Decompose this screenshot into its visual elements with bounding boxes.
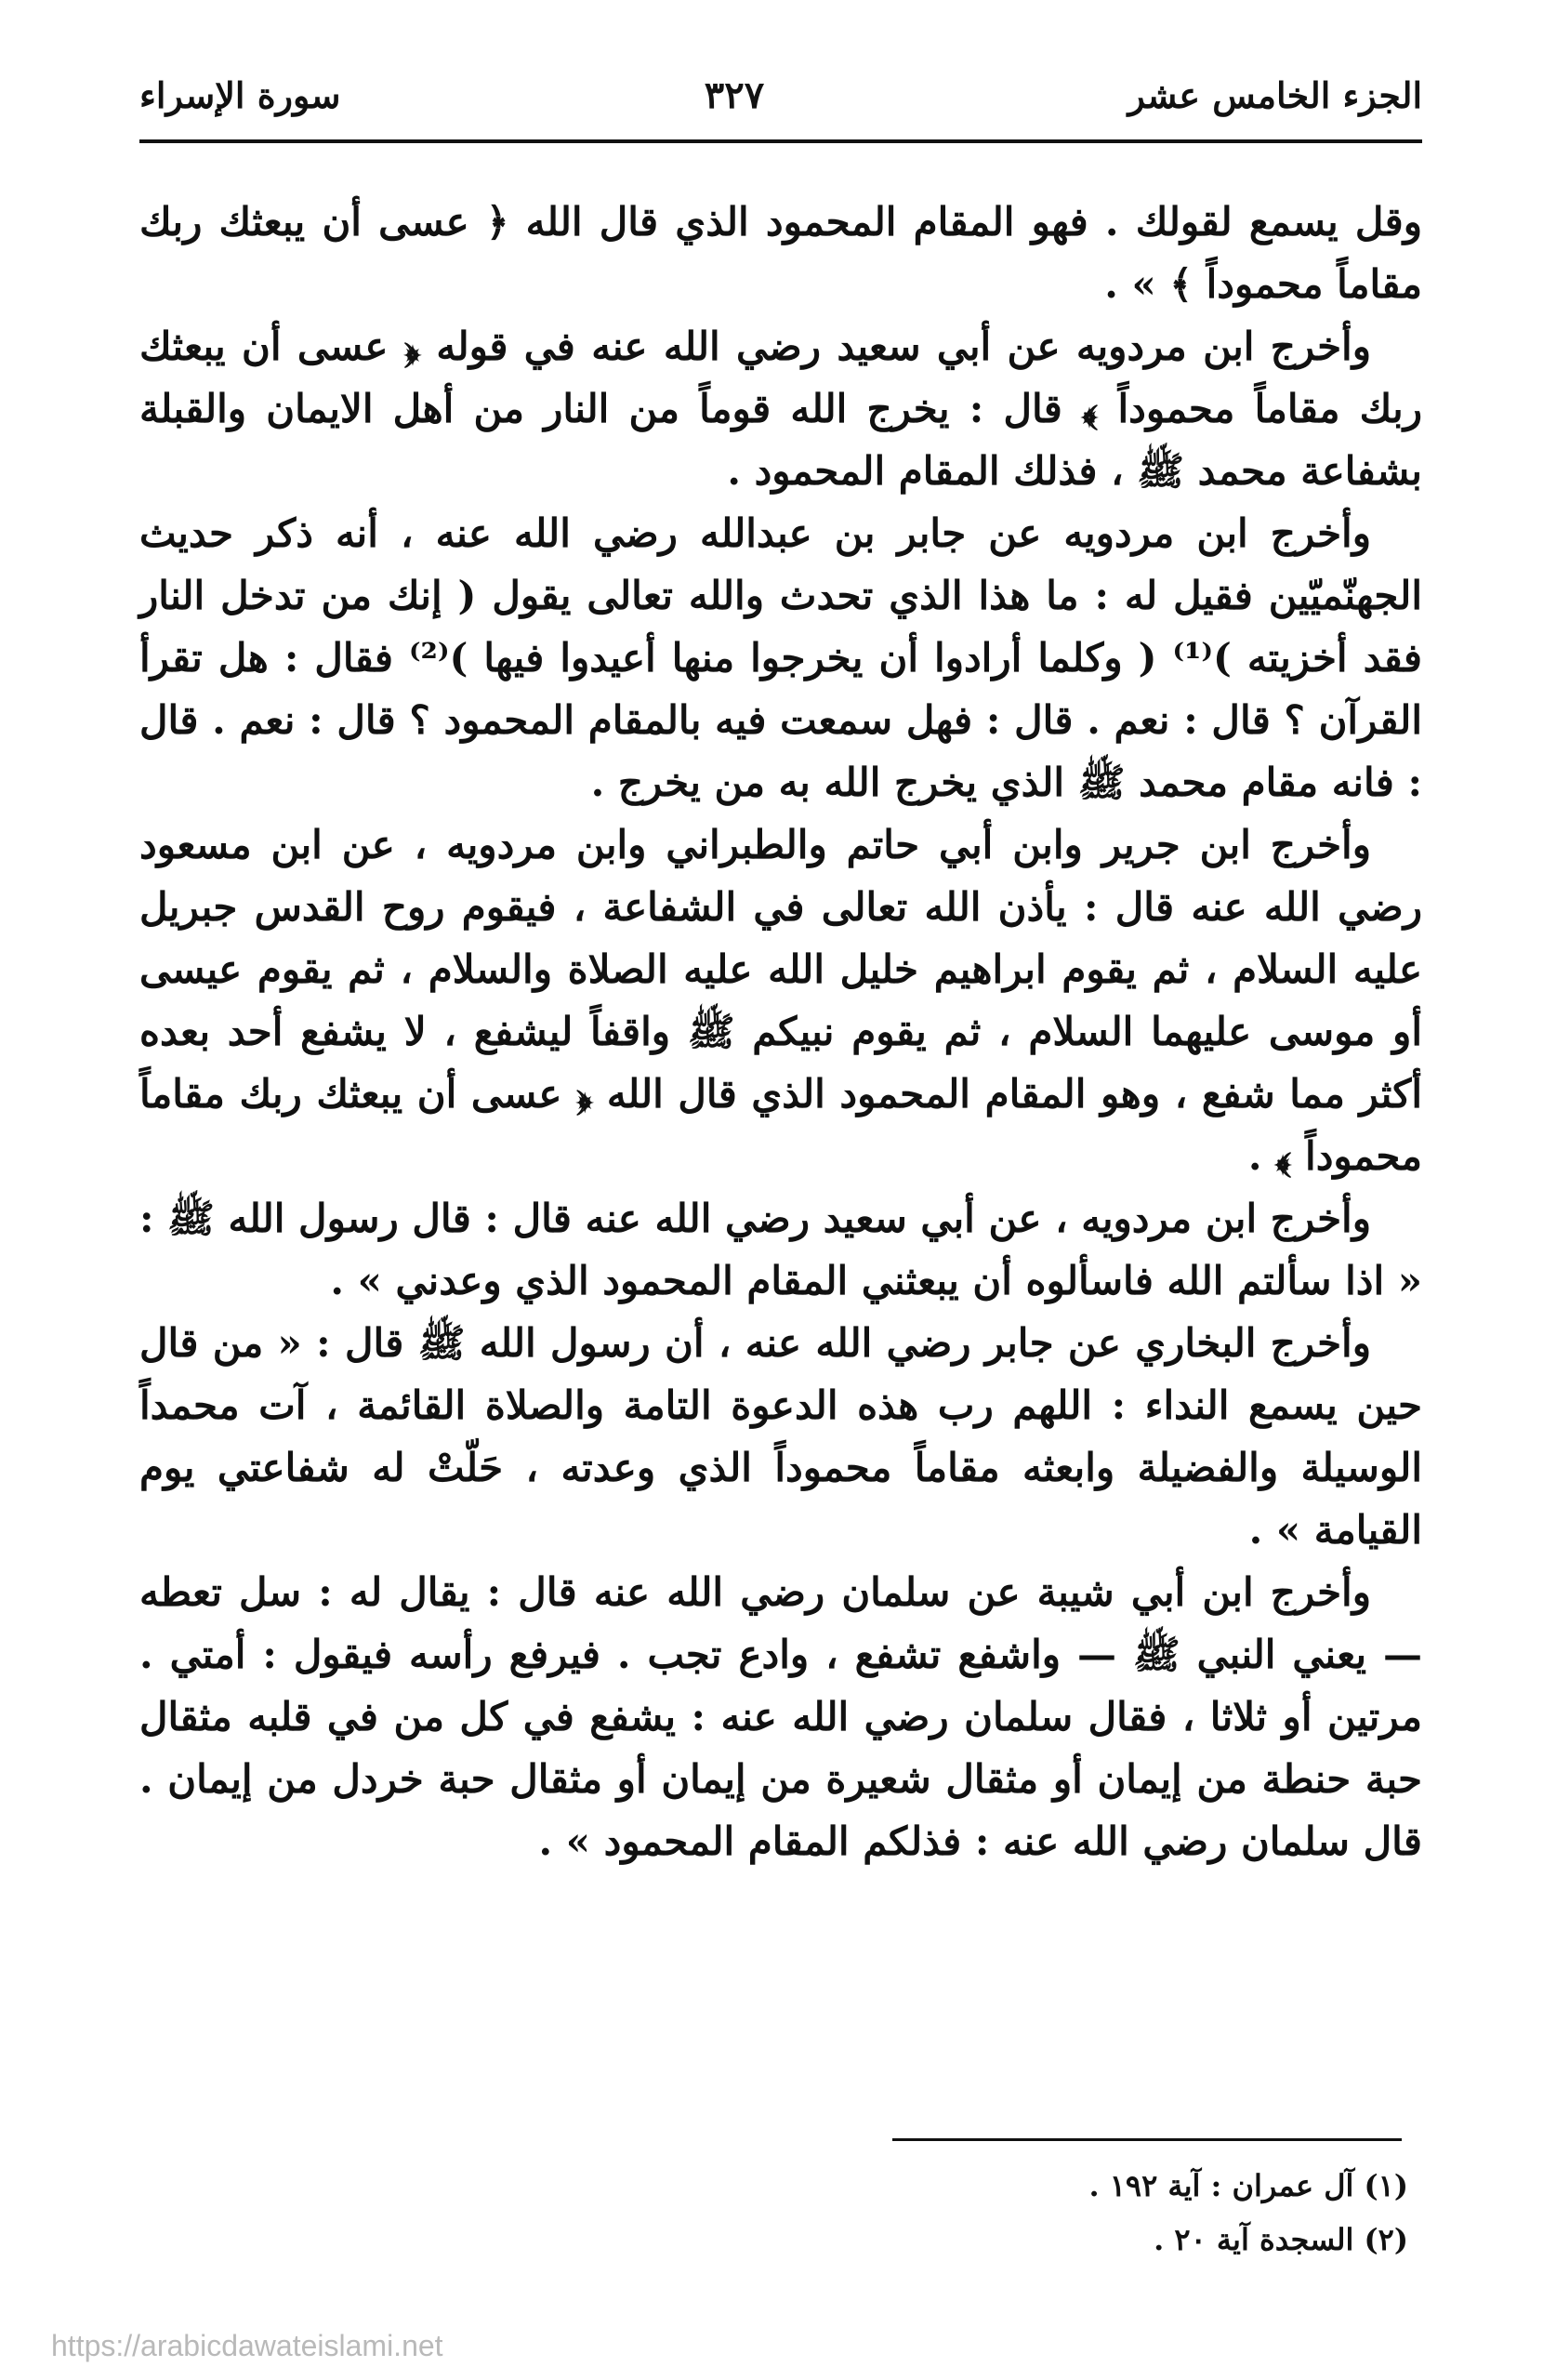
- paragraph: وأخرج ابن مردويه عن جابر بن عبدالله رضي الله عنه ، أنه ذكر حديث الجهنّميّين فقيل له : ما هذا الذي تحدث والله تعالى يقول ( إنك من تدخل النار فقد أخزيته )⁽¹⁾ ( وكلما أرادوا أن يخرجوا منها أعيدوا فيها )⁽²⁾ فقال : هل تقرأ القرآن ؟ قال : نعم . قال : فهل سمعت فيه بالمقام المحمود ؟ قال : نعم . قال : فانه مقام محمد ﷺ الذي يخرج الله به من يخرج .: [139, 510, 1422, 805]
- paragraph: وأخرج ابن جرير وابن أبي حاتم والطبراني وابن مردويه ، عن ابن مسعود رضي الله عنه قال : يأذن الله تعالى في الشفاعة ، فيقوم روح القدس جبريل عليه السلام ، ثم يقوم ابراهيم خليل الله عليه الصلاة والسلام ، ثم يقوم عيسى أو موسى عليهما السلام ، ثم يقوم نبيكم ﷺ واقفاً ليشفع ، لا يشفع أحد بعده أكثر مما شفع ، وهو المقام المحمود الذي قال الله ﴿ عسى أن يبعثك ربك مقاماً محموداً ﴾ .: [139, 822, 1422, 1179]
- footnotes: [139, 2159, 1408, 2267]
- watermark-url: https://arabicdawateislami.net: [51, 2329, 443, 2362]
- page-header: [139, 58, 1422, 132]
- part-title: الجزء الخامس عشر: [1128, 73, 1422, 116]
- main-text: [139, 191, 1422, 1872]
- footnote-2: (٢) السجدة آية ٢٠ .: [1154, 2222, 1408, 2257]
- header-divider: [139, 139, 1422, 143]
- footnote-1: (١) آل عمران : آية ١٩٢ .: [1088, 2168, 1408, 2203]
- paragraph: وأخرج ابن مردويه ، عن أبي سعيد رضي الله عنه قال : قال رسول الله ﷺ : « اذا سألتم الله فاسألوه أن يبعثني المقام المحمود الذي وعدني » .: [139, 1196, 1422, 1303]
- page-number: ٣٢٧: [704, 73, 765, 117]
- footnote-divider: [892, 2138, 1402, 2141]
- paragraph: وأخرج البخاري عن جابر رضي الله عنه ، أن رسول الله ﷺ قال : « من قال حين يسمع النداء : اللهم رب هذه الدعوة التامة والصلاة القائمة ، آت محمداً الوسيلة والفضيلة وابعثه مقاماً محموداً الذي وعدته ، حَلّتْ له شفاعتي يوم القيامة » .: [139, 1320, 1422, 1553]
- surah-title: سورة الإسراء: [139, 73, 341, 116]
- paragraph: وأخرج ابن أبي شيبة عن سلمان رضي الله عنه قال : يقال له : سل تعطه — يعني النبي ﷺ — واشفع تشفع ، وادع تجب . فيرفع رأسه فيقول : أمتي . مرتين أو ثلاثا ، فقال سلمان رضي الله عنه : يشفع في كل من في قلبه مثقال حبة حنطة من إيمان أو مثقال شعيرة من إيمان أو مثقال حبة خردل من إيمان . قال سلمان رضي الله عنه : فذلكم المقام المحمود » .: [139, 1569, 1422, 1864]
- paragraph: وقل يسمع لقولك . فهو المقام المحمود الذي قال الله ﴿ عسى أن يبعثك ربك مقاماً محموداً ﴾ » .: [139, 199, 1422, 307]
- paragraph: وأخرج ابن مردويه عن أبي سعيد رضي الله عنه في قوله ﴿ عسى أن يبعثك ربك مقاماً محموداً ﴾ قال : يخرج الله قوماً من النار من أهل الايمان والقبلة بشفاعة محمد ﷺ ، فذلك المقام المحمود .: [139, 324, 1422, 494]
